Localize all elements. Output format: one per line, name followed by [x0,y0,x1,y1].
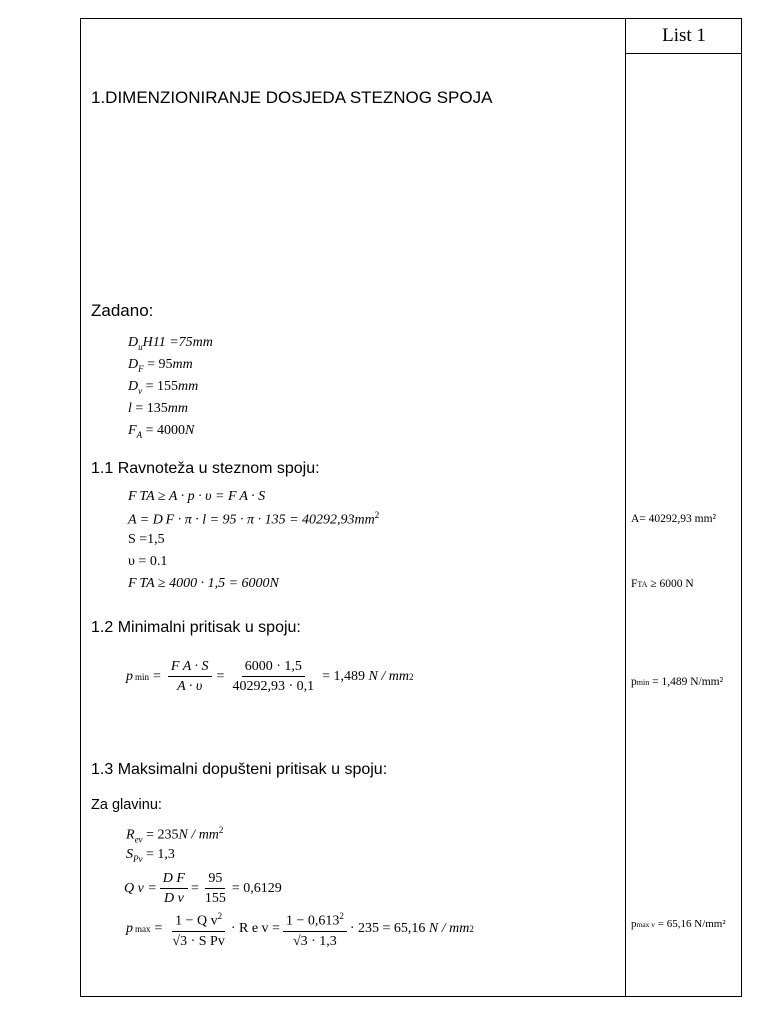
hub-subtitle: Za glavinu: [91,797,162,813]
sheet-label-divider [625,53,742,54]
equation-force-balance: F TA ≥ A · p · υ = F A · S [128,489,266,504]
qv-fraction-symbolic: $\frac{\text{D F}}{\text{D v}}$ [160,870,188,907]
side-result-force: FTA ≥ 6000 N [631,578,694,590]
given-line-l: l = 135mm [128,401,189,416]
equation-force-result: F TA ≥ 4000 · 1,5 = 6000N [128,576,279,591]
qv-fraction-numeric: $\frac{95}{155}$ [204,871,226,906]
equation-friction: υ = 0.1 [128,554,168,569]
given-line-dv: $D_v = 155mm$ [128,379,199,396]
side-result-area: A= 40292,93 mm² [631,513,717,525]
margin-divider [625,18,626,997]
pmax-fraction-numeric: $\frac{1 - 0,613^2}{√3 \cdot 1,3}$ [283,908,347,950]
equation-area: A = D $F \cdot \pi \cdot l = 95 \cdot \pi \cdot 135 = 40292,93mm^2$ [128,510,380,528]
pmin-fraction-symbolic: $\frac{\text{F A · S}}{A \cdot \upsilon}$ [168,658,212,695]
section-1-3-title: 1.3 Maksimalni dopušteni pritisak u spoju: [91,761,388,778]
equation-spv: $S_{Pv} = 1,3$ [126,847,175,864]
equation-rev: $R_{ev} = 235N / mm^2$ [126,825,224,845]
given-line-df: $D_F = 95mm$ [128,357,193,374]
given-title: Zadano: [91,301,154,320]
document-title: 1.DIMENZIONIRANJE DOSJEDA STEZNOG SPOJA [91,88,493,107]
side-result-pmax: pmax v = 65,16 N/mm² [631,918,726,930]
pmin-fraction-numeric: $\frac{6000 \cdot 1,5}{40292,93 \cdot 0,1}$ [232,659,315,694]
equation-safety-factor: S =1,5 [128,532,165,547]
page-frame [80,18,742,997]
equation-qv: Q v = $\frac{\text{D F}}{\text{D v}}$ = $\frac{95}{155}$ = 0,6129 [124,871,282,906]
side-result-pmin: pmin = 1,489 N/mm² [631,676,724,688]
sheet-label: List 1 [662,24,706,46]
given-line-fa: $F_A = 4000N$ [128,423,195,440]
equation-pmax: p max = $\frac{1 - Q v^2}{\text{√3 · S Pv}}$ · R e v = $\frac{1 - 0,613^2}{√3 \cdot 1,3}$ · 235 = 65,16 N / mm 2 [126,908,474,950]
section-1-1-title: 1.1 Ravnoteža u steznom spoju: [91,460,320,477]
given-line-du: $D_uH11 =75mm$ [128,335,213,352]
section-1-2-title: 1.2 Minimalni pritisak u spoju: [91,619,301,636]
equation-pmin: p min = $\frac{\text{F A · S}}{A \cdot \upsilon}$ = $\frac{6000 \cdot 1,5}{40292,93 \cdot 0,1}$ = 1,489 N / mm 2 [126,659,414,694]
pmax-fraction-symbolic: $\frac{1 - Q v^2}{\text{√3 · S Pv}}$ [169,908,227,950]
